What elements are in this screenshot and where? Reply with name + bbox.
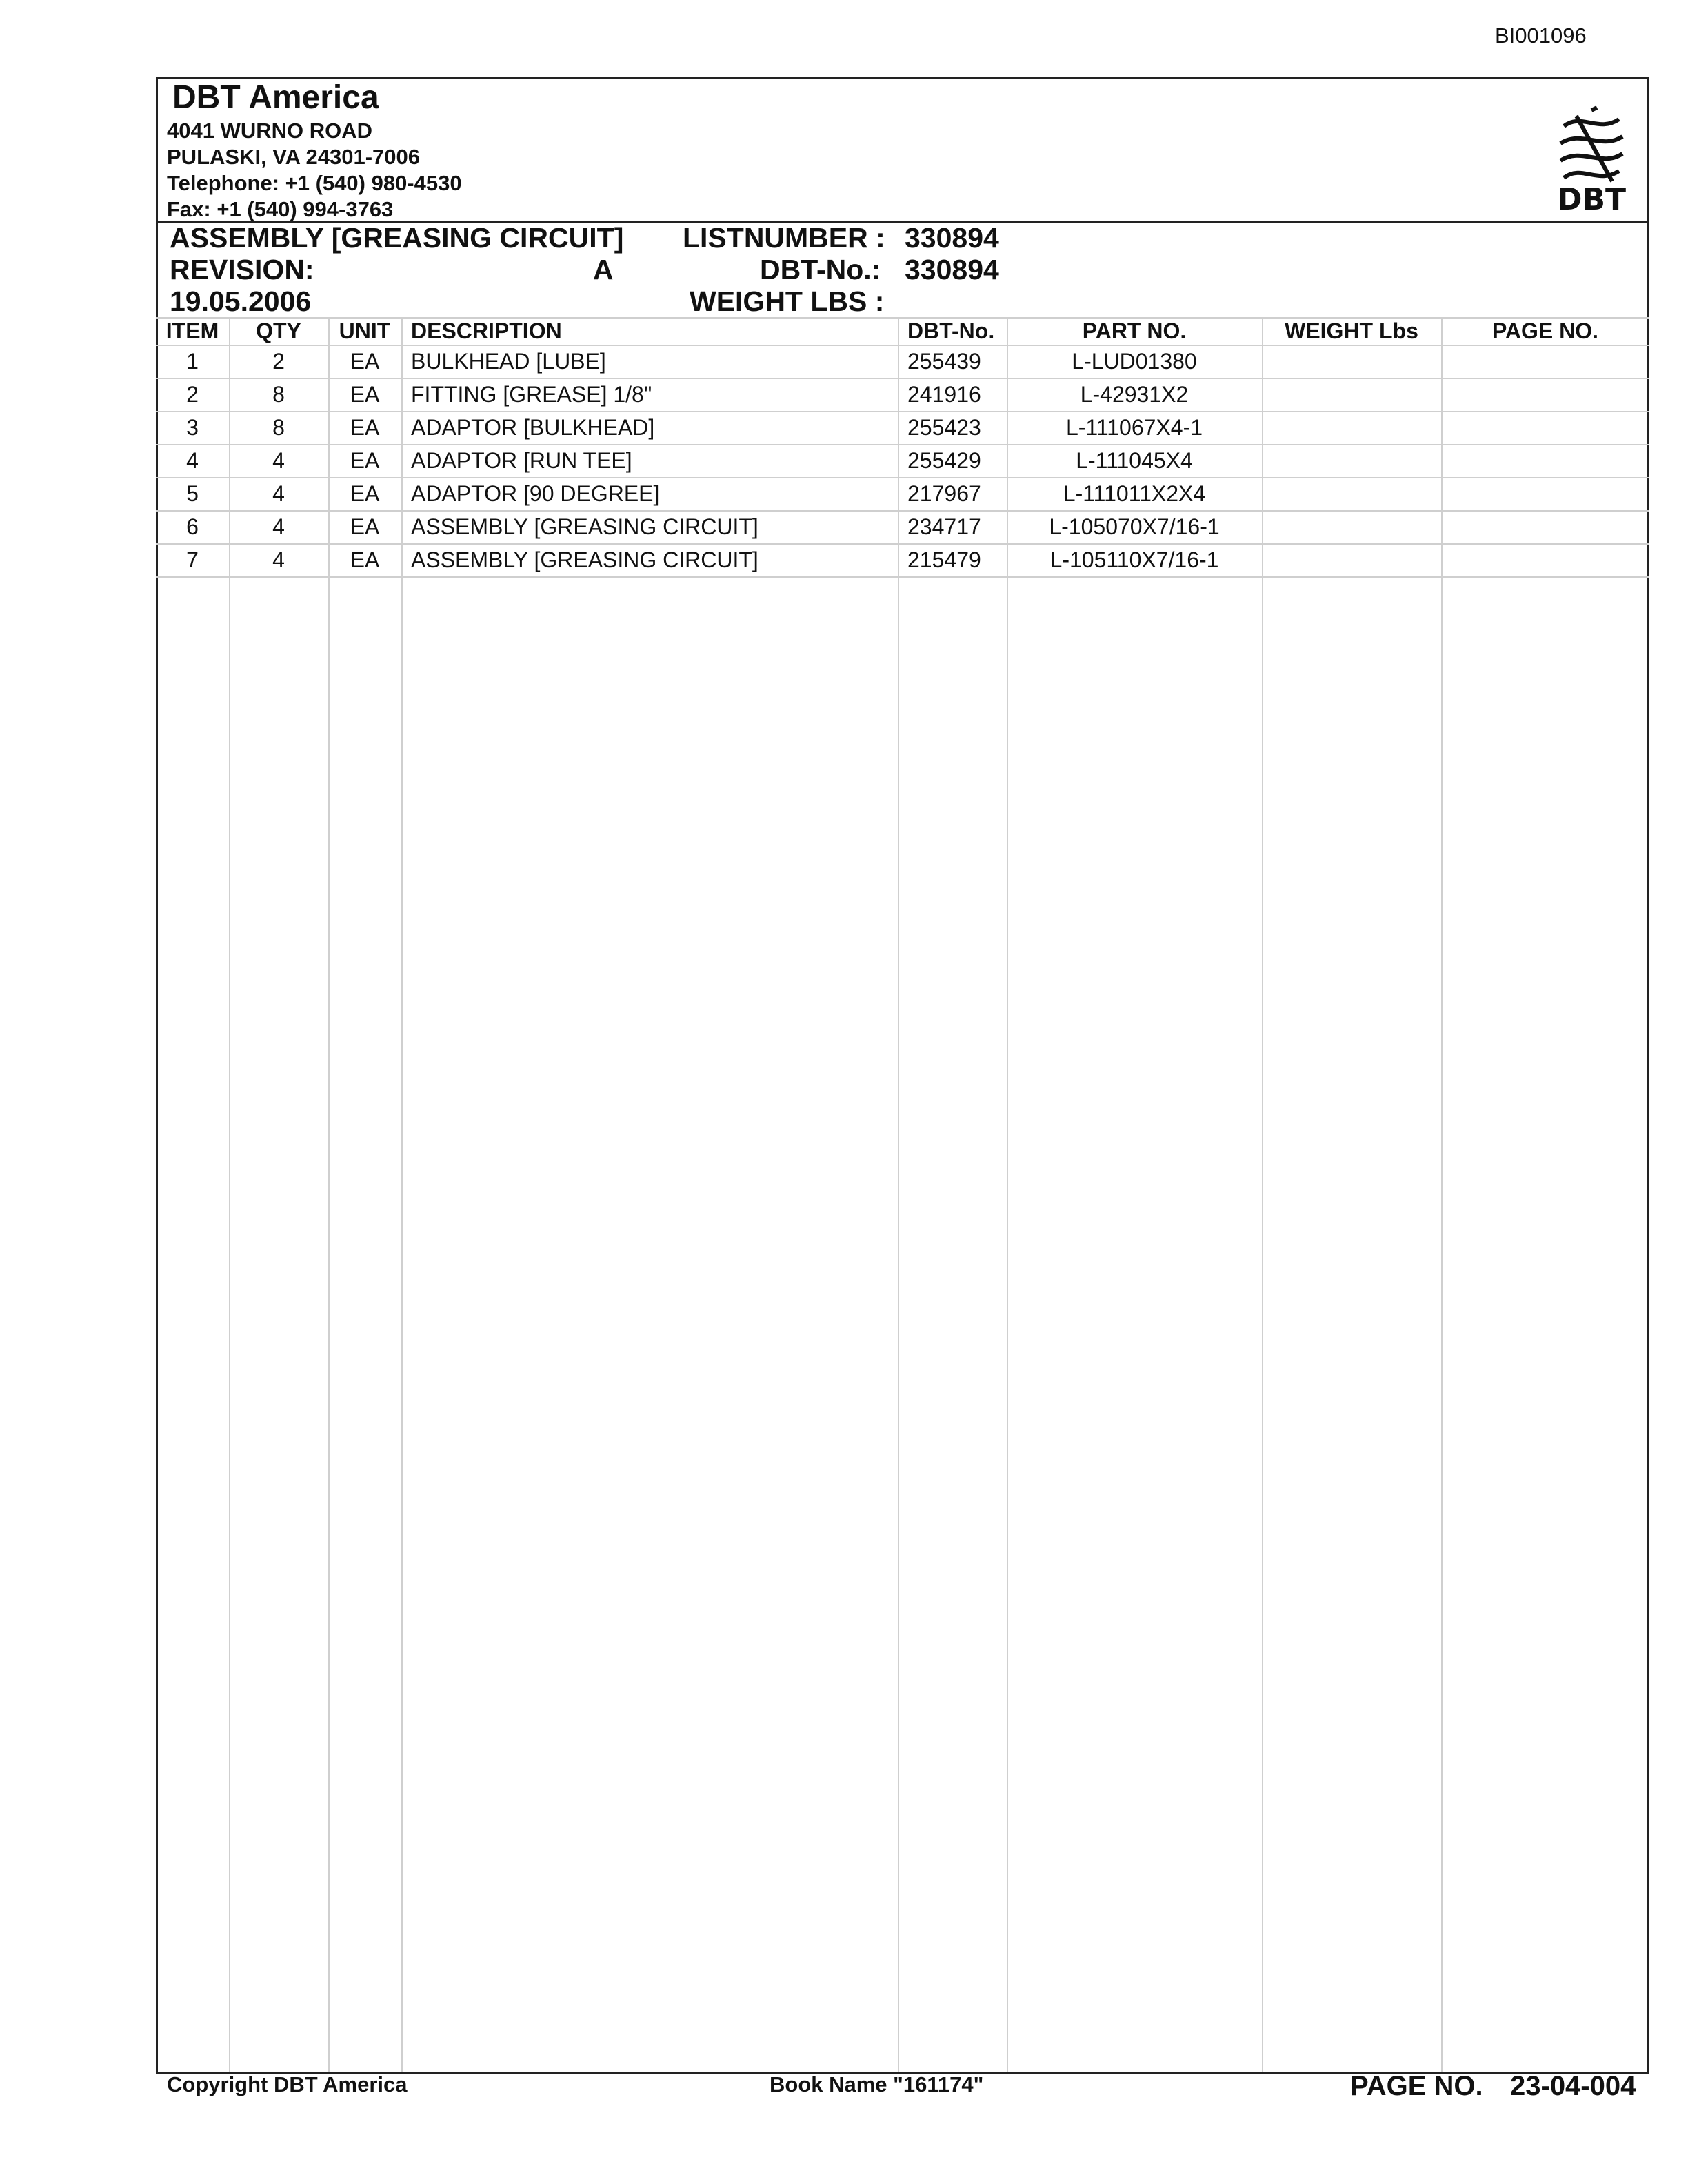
table-row-divider bbox=[156, 378, 1649, 379]
column-divider bbox=[229, 317, 230, 2072]
table-cell-qty: 4 bbox=[272, 514, 285, 539]
table-cell-part-no: L-105070X7/16-1 bbox=[1049, 514, 1220, 539]
weight-label: WEIGHT LBS : bbox=[690, 285, 885, 317]
table-row-divider bbox=[156, 576, 1649, 578]
company-name: DBT America bbox=[172, 79, 379, 116]
dbt-no-label: DBT-No.: bbox=[760, 254, 881, 285]
footer-book-name: Book Name "161174" bbox=[770, 2072, 984, 2096]
revision-label: REVISION: bbox=[170, 254, 314, 285]
table-cell-description: ADAPTOR [BULKHEAD] bbox=[411, 415, 655, 440]
table-row-divider bbox=[156, 477, 1649, 478]
table-cell-description: FITTING [GREASE] 1/8" bbox=[411, 382, 652, 407]
address-line-telephone: Telephone: +1 (540) 980-4530 bbox=[167, 171, 462, 195]
table-cell-dbt-no: 241916 bbox=[907, 382, 981, 407]
table-cell-item: 7 bbox=[186, 547, 199, 572]
table-cell-item: 2 bbox=[186, 382, 199, 407]
column-header-dbt-no: DBT-No. bbox=[907, 318, 995, 343]
column-header-item: ITEM bbox=[165, 318, 219, 343]
table-cell-dbt-no: 255439 bbox=[907, 349, 981, 374]
table-cell-unit: EA bbox=[350, 448, 380, 473]
footer-page-number: 23-04-004 bbox=[1510, 2071, 1636, 2101]
table-cell-unit: EA bbox=[350, 547, 380, 572]
address-line-fax: Fax: +1 (540) 994-3763 bbox=[167, 197, 394, 221]
column-header-page-no: PAGE NO. bbox=[1491, 318, 1599, 343]
column-divider bbox=[328, 317, 330, 2072]
table-cell-item: 5 bbox=[186, 481, 199, 506]
table-cell-dbt-no: 217967 bbox=[907, 481, 981, 506]
table-cell-part-no: L-42931X2 bbox=[1080, 382, 1189, 407]
column-divider bbox=[1007, 317, 1008, 2072]
table-row-divider bbox=[156, 411, 1649, 412]
column-divider bbox=[401, 317, 403, 2072]
footer-page-label: PAGE NO. bbox=[1350, 2071, 1483, 2101]
table-cell-description: ASSEMBLY [GREASING CIRCUIT] bbox=[411, 514, 758, 539]
table-cell-part-no: L-LUD01380 bbox=[1072, 349, 1197, 374]
table-cell-qty: 2 bbox=[272, 349, 285, 374]
table-cell-unit: EA bbox=[350, 349, 380, 374]
table-cell-part-no: L-111045X4 bbox=[1076, 448, 1193, 473]
table-cell-description: ASSEMBLY [GREASING CIRCUIT] bbox=[411, 547, 758, 572]
dbt-logo bbox=[1550, 95, 1633, 212]
table-cell-qty: 4 bbox=[272, 481, 285, 506]
table-cell-qty: 4 bbox=[272, 448, 285, 473]
column-header-part-no: PART NO. bbox=[1082, 318, 1187, 343]
footer-copyright: Copyright DBT America bbox=[167, 2072, 408, 2096]
document-id: BI001096 bbox=[1495, 23, 1587, 48]
table-cell-unit: EA bbox=[350, 415, 380, 440]
table-cell-item: 1 bbox=[186, 349, 199, 374]
table-cell-qty: 8 bbox=[272, 415, 285, 440]
table-cell-description: BULKHEAD [LUBE] bbox=[411, 349, 606, 374]
table-cell-description: ADAPTOR [RUN TEE] bbox=[411, 448, 632, 473]
column-header-unit: UNIT bbox=[339, 318, 391, 343]
table-cell-dbt-no: 255423 bbox=[907, 415, 981, 440]
address-line-city: PULASKI, VA 24301-7006 bbox=[167, 145, 421, 169]
column-header-description: DESCRIPTION bbox=[411, 318, 562, 343]
table-cell-unit: EA bbox=[350, 481, 380, 506]
column-divider bbox=[898, 317, 899, 2072]
dbt-no-value: 330894 bbox=[905, 254, 999, 285]
column-header-weight: WEIGHT Lbs bbox=[1285, 318, 1418, 343]
table-cell-dbt-no: 215479 bbox=[907, 547, 981, 572]
table-cell-unit: EA bbox=[350, 382, 380, 407]
table-row-divider bbox=[156, 444, 1649, 445]
table-cell-description: ADAPTOR [90 DEGREE] bbox=[411, 481, 660, 506]
table-header-bottom-rule bbox=[156, 345, 1649, 346]
table-cell-part-no: L-111011X2X4 bbox=[1063, 481, 1206, 506]
table-cell-item: 3 bbox=[186, 415, 199, 440]
column-divider bbox=[1262, 317, 1263, 2072]
table-cell-part-no: L-111067X4-1 bbox=[1065, 415, 1203, 440]
address-line-street: 4041 WURNO ROAD bbox=[167, 119, 372, 143]
assembly-date: 19.05.2006 bbox=[170, 285, 312, 317]
assembly-title: ASSEMBLY [GREASING CIRCUIT] bbox=[170, 222, 624, 254]
table-cell-qty: 4 bbox=[272, 547, 285, 572]
table-cell-dbt-no: 234717 bbox=[907, 514, 981, 539]
column-divider bbox=[1441, 317, 1443, 2072]
listnumber-label: LISTNUMBER : bbox=[683, 222, 885, 254]
revision-value: A bbox=[593, 254, 614, 285]
table-row-divider bbox=[156, 543, 1649, 545]
table-cell-unit: EA bbox=[350, 514, 380, 539]
column-header-qty: QTY bbox=[256, 318, 301, 343]
svg-text:DBT: DBT bbox=[1556, 182, 1627, 212]
table-cell-part-no: L-105110X7/16-1 bbox=[1049, 547, 1219, 572]
document-frame bbox=[156, 77, 1649, 2074]
table-row-divider bbox=[156, 510, 1649, 512]
listnumber-value: 330894 bbox=[905, 222, 999, 254]
table-cell-item: 4 bbox=[186, 448, 199, 473]
table-cell-qty: 8 bbox=[272, 382, 285, 407]
table-cell-dbt-no: 255429 bbox=[907, 448, 981, 473]
table-cell-item: 6 bbox=[186, 514, 199, 539]
